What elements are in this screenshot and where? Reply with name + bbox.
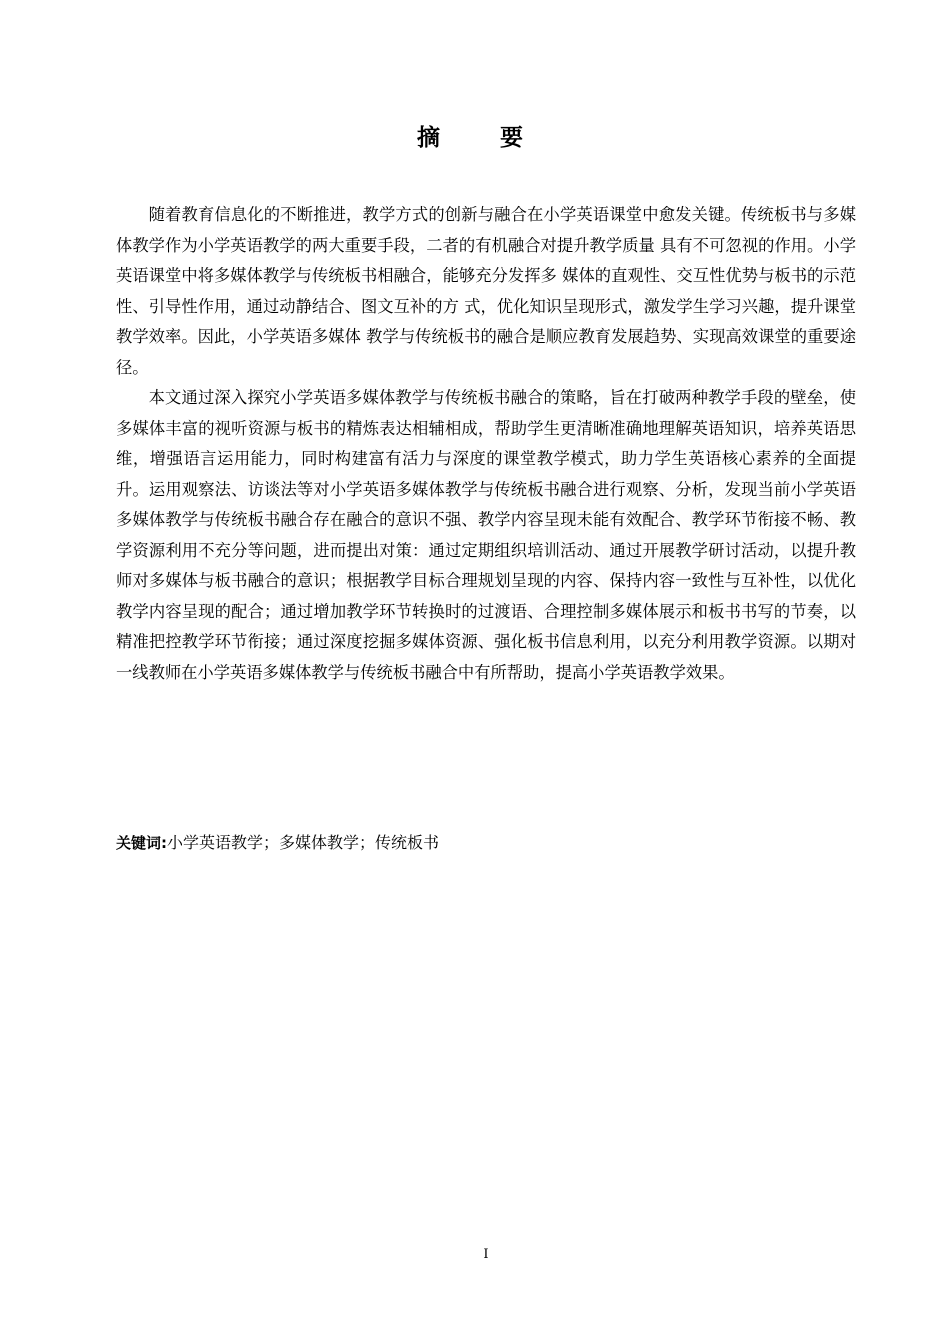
page-number: I (483, 1247, 489, 1262)
abstract-paragraph-1: 随着教育信息化的不断推进，教学方式的创新与融合在小学英语课堂中愈发关键。传统板书与多媒体教学作为小学英语教学的两大重要手段，二者的有机融合对提升教学质量 具有不可忽视的作用。小学英语课堂中将多媒体教学与传统板书相融合，能够充分发挥多 媒体的直观性、交互性优势与板书的示范性、引导性作用，通过动静结合、图文互补的方 式，优化知识呈现形式，激发学生学习兴趣，提升课堂教学效率。因此，小学英语多媒体 教学与传统板书的融合是顺应教育发展趋势、实现高效课堂的重要途径。 (116, 205, 856, 377)
abstract-body (116, 200, 856, 688)
abstract-paragraph-2: 本文通过深入探究小学英语多媒体教学与传统板书融合的策略，旨在打破两种教学手段的壁垒，使多媒体丰富的视听资源与板书的精炼表达相辅相成，帮助学生更清晰准确地理解英语知识，培养英语思维，增强语言运用能力，同时构建富有活力与深度的课堂教学模式，助力学生英语核心素养的全面提升。运用观察法、访谈法等对小学英语多媒体教学与传统板书融合进行观察、分析，发现当前小学英语多媒体教学与传统板书融合存在融合的意识不强、教学内容呈现未能有效配合、教学环节衔接不畅、教学资源利用不充分等问题，进而提出对策：通过定期组织培训活动、通过开展教学研讨活动，以提升教师对多媒体与板书融合的意识；根据教学目标合理规划呈现的内容、保持内容一致性与互补性，以优化教学内容呈现的配合；通过增加教学环节转换时的过渡语、合理控制多媒体展示和板书书写的节奏，以精准把控教学环节衔接；通过深度挖掘多媒体资源、强化板书信息利用，以充分利用教学资源。以期对一线教师在小学英语多媒体教学与传统板书融合中有所帮助，提高小学英语教学效果。 (116, 388, 856, 682)
page-title: 摘 要 (416, 125, 549, 151)
keywords-text: 小学英语教学；多媒体教学；传统板书 (167, 833, 440, 852)
keywords-label: 关键词: (116, 834, 167, 852)
keywords-line (116, 828, 856, 858)
